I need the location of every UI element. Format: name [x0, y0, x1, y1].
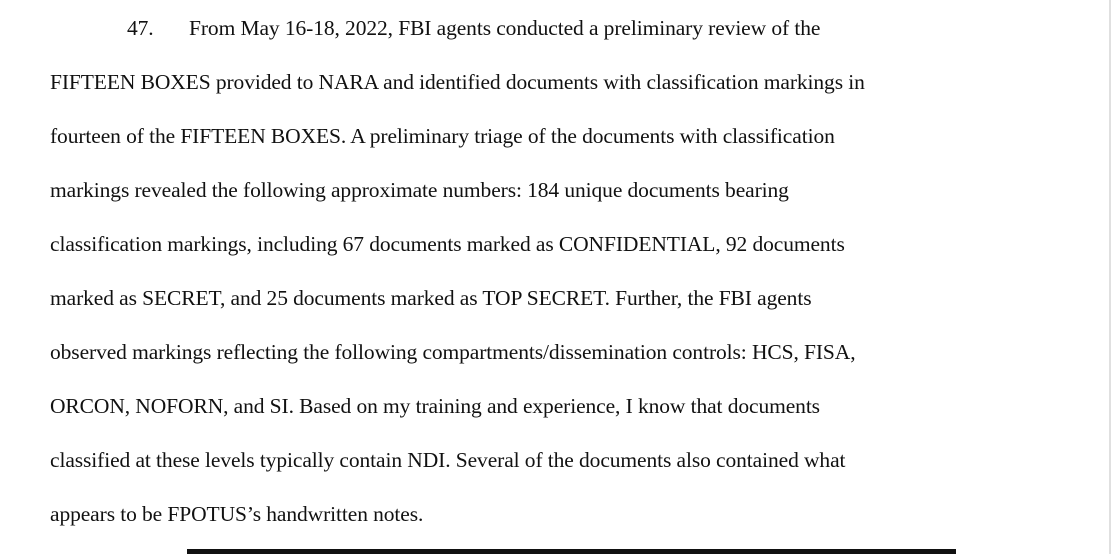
paragraph-line-4: markings revealed the following approximate numbers: 184 unique documents bearing — [50, 178, 789, 202]
paragraph-line-7: observed markings reflecting the following compartments/dissemination controls: HCS, FISA, — [50, 340, 856, 364]
paragraph-number: 47. — [127, 16, 154, 40]
paragraph-line-3: fourteen of the FIFTEEN BOXES. A preliminary triage of the documents with classification — [50, 124, 835, 148]
paragraph-line-1 — [127, 18, 820, 40]
paragraph-line-2: FIFTEEN BOXES provided to NARA and identified documents with classification markings in — [50, 70, 865, 94]
redaction-bar — [187, 549, 956, 554]
paragraph-text-line: From May 16-18, 2022, FBI agents conducted a preliminary review of the — [189, 16, 821, 40]
paragraph-line-9: classified at these levels typically contain NDI. Several of the documents also contained what — [50, 448, 846, 472]
paragraph-line-6: marked as SECRET, and 25 documents marked as TOP SECRET. Further, the FBI agents — [50, 286, 812, 310]
paragraph-line-8: ORCON, NOFORN, and SI. Based on my training and experience, I know that documents — [50, 394, 820, 418]
paragraph-line-10: appears to be FPOTUS’s handwritten notes. — [50, 502, 424, 526]
paragraph-line-5: classification markings, including 67 documents marked as CONFIDENTIAL, 92 documents — [50, 232, 845, 256]
